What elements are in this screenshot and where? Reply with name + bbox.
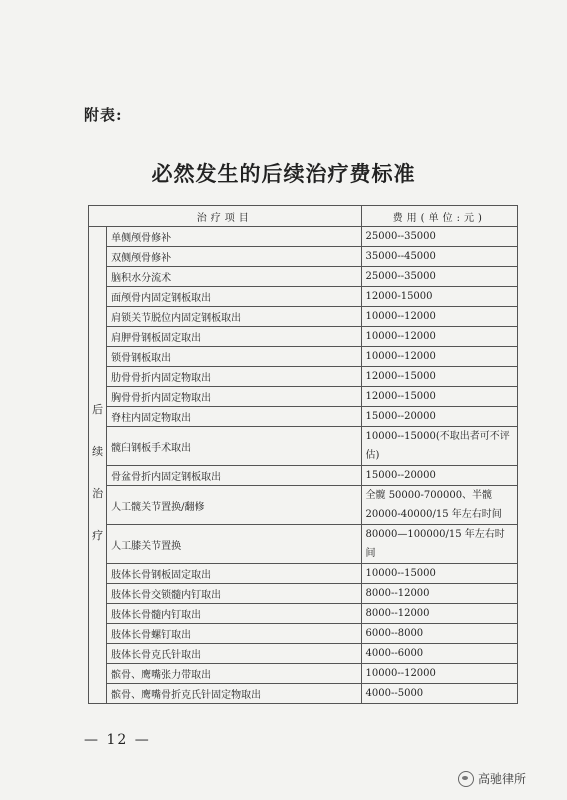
item-cell: 髋臼钢板手术取出 [107,427,361,466]
fee-cell: 4000--6000 [361,644,517,664]
item-cell: 肢体长骨钢板固定取出 [107,564,361,584]
item-cell: 肢体长骨交锁髓内钉取出 [107,584,361,604]
table-row [89,604,518,624]
table-body [89,227,518,704]
item-cell: 人工膝关节置换 [107,525,361,564]
item-cell: 髌骨、鹰嘴骨折克氏针固定物取出 [107,684,361,704]
fee-cell: 12000--15000 [361,387,517,407]
group-label-cell [89,227,107,704]
item-cell: 脊柱内固定物取出 [107,407,361,427]
item-cell: 单侧颅骨修补 [107,227,361,247]
fee-cell: 10000--15000 [361,564,517,584]
fee-cell: 4000--5000 [361,684,517,704]
table-row [89,247,518,267]
watermark-text: 高驰律所 [478,772,527,786]
page-number: — 12 — [84,732,151,748]
attachment-label: 附表: [84,106,123,124]
item-cell: 肢体长骨螺钉取出 [107,624,361,644]
table-row [89,407,518,427]
item-cell: 肢体长骨髓内钉取出 [107,604,361,624]
wechat-icon [458,771,474,787]
fee-cell: 12000-15000 [361,287,517,307]
group-label-char: 疗 [92,529,104,542]
watermark [458,770,526,787]
group-label-char: 治 [92,487,104,500]
table-row [89,267,518,287]
header-fee: 费用(单位:元) [361,206,517,227]
fee-cell: 10000--12000 [361,327,517,347]
item-cell: 肩胛骨钢板固定取出 [107,327,361,347]
header-item: 治疗项目 [89,206,362,227]
table-row [89,684,518,704]
fee-cell: 15000--20000 [361,407,517,427]
table-row [89,427,518,466]
fee-cell: 8000--12000 [361,604,517,624]
item-cell: 脑积水分流术 [107,267,361,287]
table-row [89,347,518,367]
item-cell: 双侧颅骨修补 [107,247,361,267]
fee-cell: 10000--12000 [361,307,517,327]
table-row [89,486,518,525]
group-label-char: 后 [92,403,104,416]
table-row [89,367,518,387]
item-cell: 人工髋关节置换/翻修 [107,486,361,525]
table-row [89,644,518,664]
item-cell: 胸骨骨折内固定物取出 [107,387,361,407]
item-cell: 肋骨骨折内固定物取出 [107,367,361,387]
table-row [89,387,518,407]
table-row [89,525,518,564]
table-row [89,287,518,307]
document-title: 必然发生的后续治疗费标准 [151,161,416,186]
table-row [89,664,518,684]
fee-cell: 35000--45000 [361,247,517,267]
item-cell: 肢体长骨克氏针取出 [107,644,361,664]
fee-cell: 12000--15000 [361,367,517,387]
item-cell: 面颅骨内固定钢板取出 [107,287,361,307]
fee-cell: 25000--35000 [361,267,517,287]
fee-standard-table [88,205,518,704]
item-cell: 肩锁关节脱位内固定钢板取出 [107,307,361,327]
table-row [89,466,518,486]
fee-cell: 8000--12000 [361,584,517,604]
fee-cell: 全髋 50000-700000、半髋 20000-40000/15 年左右时间 [361,486,517,525]
table-row [89,624,518,644]
table-row [89,584,518,604]
item-cell: 锁骨钢板取出 [107,347,361,367]
table-row [89,307,518,327]
group-label-char: 续 [92,445,104,458]
fee-cell: 6000--8000 [361,624,517,644]
table-row [89,327,518,347]
table-header-row [89,206,518,227]
item-cell: 髌骨、鹰嘴张力带取出 [107,664,361,684]
fee-cell: 15000--20000 [361,466,517,486]
fee-cell: 25000--35000 [361,227,517,247]
fee-cell: 80000—100000/15 年左右时间 [361,525,517,564]
item-cell: 骨盆骨折内固定钢板取出 [107,466,361,486]
table-row [89,564,518,584]
fee-cell: 10000--12000 [361,664,517,684]
fee-cell: 10000--15000(不取出者可不评估) [361,427,517,466]
fee-cell: 10000--12000 [361,347,517,367]
table-row [89,227,518,247]
